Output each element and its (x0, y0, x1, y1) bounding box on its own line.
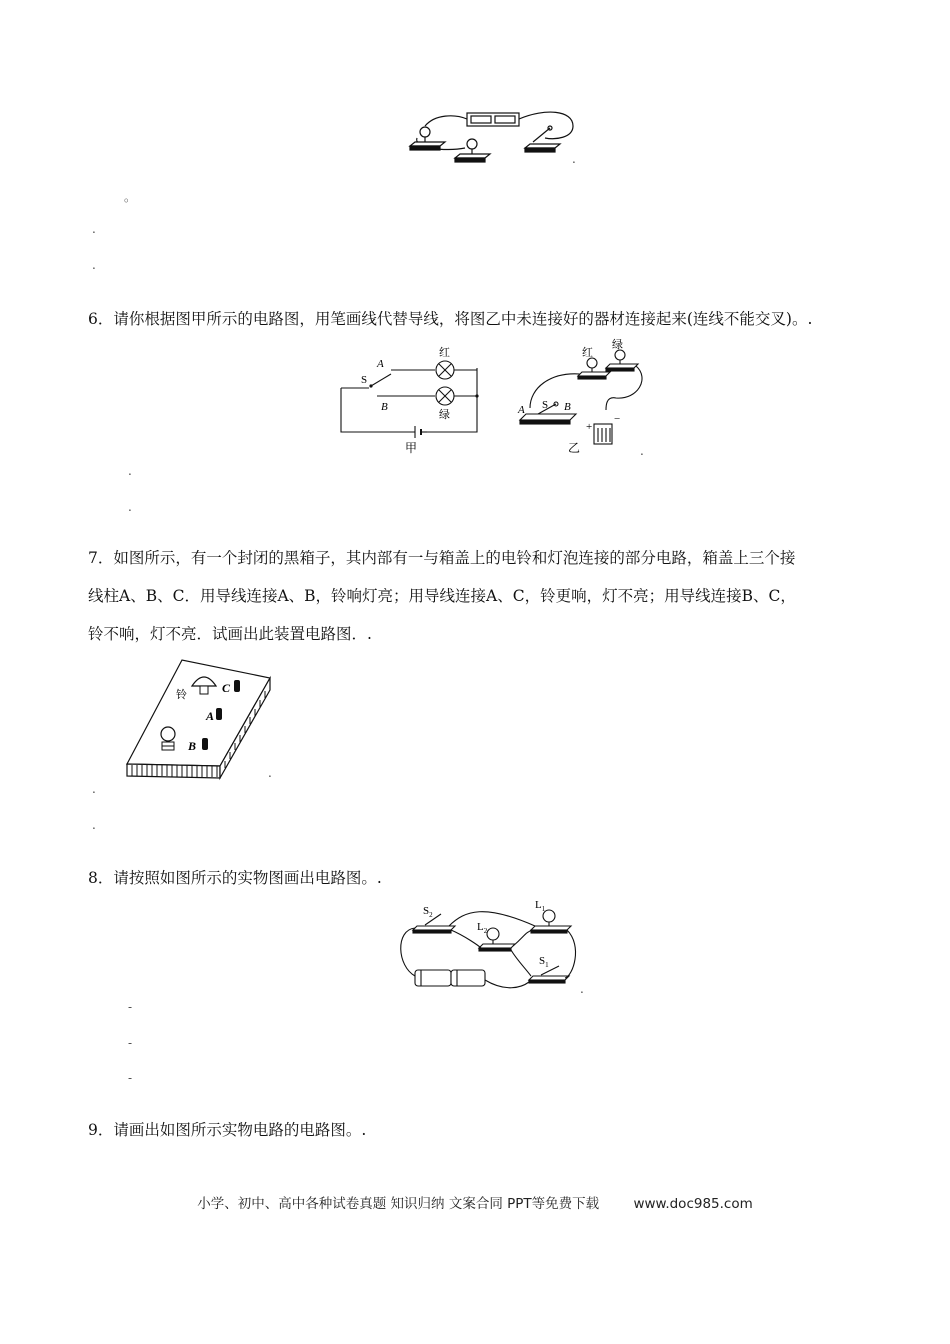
top-circuit-figure (405, 108, 585, 168)
mark: . (640, 444, 644, 458)
label-red: 红 (582, 347, 593, 359)
caption-yi: 乙 (568, 441, 581, 455)
label-s2: $S_2$ (423, 905, 433, 919)
mark: . (580, 982, 584, 996)
label-l1: $L_1$ (535, 899, 546, 913)
label-minus: − (614, 413, 621, 425)
label-s: S (542, 399, 549, 411)
footer-url[interactable]: www.doc985.com (633, 1196, 753, 1212)
mark: . (268, 766, 272, 780)
mark: . (572, 152, 576, 166)
label-plus: + (586, 421, 593, 433)
label-green: 绿 (612, 339, 623, 351)
question-7-line-3: 铃不响，灯不亮．试画出此装置电路图．. (88, 625, 372, 643)
label-s: S (361, 374, 368, 386)
page-footer (0, 1192, 950, 1212)
label-c: C (222, 681, 231, 695)
question-7-line-1: 7．如图所示，有一个封闭的黑箱子，其内部有一与箱盖上的电铃和灯泡连接的部分电路，箱盖上三个接 (88, 549, 796, 567)
label-a: A (518, 404, 525, 416)
label-b: B (188, 739, 197, 753)
mark: - (128, 1000, 133, 1014)
mark: . (128, 500, 132, 514)
q7-black-box-figure (124, 656, 274, 782)
label-s1: $S_1$ (539, 955, 549, 969)
footer-text: 小学、初中、高中各种试卷真题 知识归纳 文案合同 PPT等免费下载 (197, 1196, 600, 1212)
label-red: 红 (439, 347, 450, 359)
label-b: B (564, 401, 571, 413)
mark: . (128, 464, 132, 478)
mark: . (92, 258, 96, 272)
question-8-text: 8．请按照如图所示的实物图画出电路图。. (88, 869, 382, 887)
label-a: A (206, 709, 215, 723)
q8-physical-circuit-figure (395, 896, 585, 996)
q6-circuit-diagram-a (335, 340, 485, 460)
label-green: 绿 (439, 409, 450, 421)
mark: 。 (124, 190, 137, 204)
question-7-line-2: 线柱A、B、C．用导线连接A、B，铃响灯亮；用导线连接A、C，铃更响，灯不亮；用导线连接B、C， (88, 587, 796, 605)
label-bell: 铃 (176, 689, 187, 701)
label-b: B (381, 401, 388, 413)
question-6-text: 6．请你根据图甲所示的电路图，用笔画线代替导线，将图乙中未连接好的器材连接起来(连线不能交叉)。. (88, 310, 813, 328)
label-a: A (377, 358, 384, 370)
mark: - (128, 1036, 133, 1050)
mark: . (92, 222, 96, 236)
caption-jia: 甲 (405, 441, 418, 455)
mark: . (92, 818, 96, 832)
question-9-text: 9．请画出如图所示实物电路的电路图。. (88, 1121, 367, 1139)
q6-physical-diagram-b (510, 338, 650, 458)
mark: - (128, 1071, 133, 1085)
mark: . (92, 782, 96, 796)
label-l2: $L_2$ (477, 921, 488, 935)
